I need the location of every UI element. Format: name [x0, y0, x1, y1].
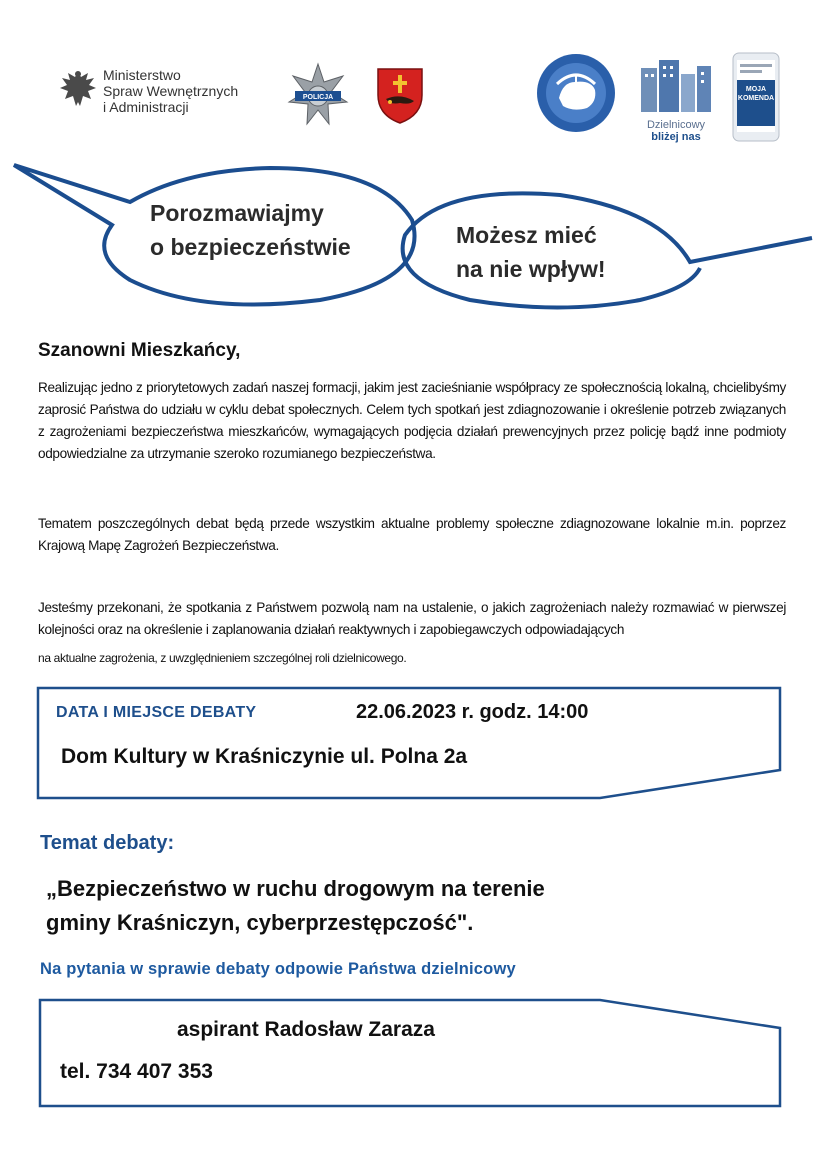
paragraph-3 — [38, 597, 786, 641]
app-label-line-2: KOMENDA — [737, 95, 775, 102]
topic-label: Temat debaty: — [40, 832, 175, 854]
topic-line-2: gminy Kraśniczyn, cyberprzestępczość". — [46, 910, 474, 935]
left-bubble-line-1: Porozmawiajmy — [150, 200, 324, 226]
ministry-line-1: Ministerstwo — [103, 67, 181, 83]
police-badge-label: POLICJA — [302, 94, 334, 101]
left-bubble-text — [150, 196, 351, 264]
right-bubble-line-2: na nie wpływ! — [456, 256, 606, 282]
paragraph-3-part-a: Jesteśmy przekonani, że spotkania z Państwem pozwolą nam na ustalenie, o jakich zagrożeniach należy rozmawiać w pierwszej kolejności oraz na określenie i zaplanowania działań reaktywnych i zapobiegawczych odpowiadających — [38, 600, 786, 637]
ministry-name — [103, 67, 238, 115]
topic-line-1: „Bezpieczeństwo w ruchu drogowym na terenie — [46, 876, 545, 901]
ministry-line-2: Spraw Wewnętrznych — [103, 83, 239, 99]
app-label-line-1: MOJA — [745, 86, 767, 93]
left-bubble-line-2: o bezpieczeństwie — [150, 234, 351, 260]
greeting: Szanowni Mieszkańcy, — [38, 340, 241, 361]
paragraph-2: Tematem poszczególnych debat będą przede wszystkim aktualne problemy społeczne zdiagnozowane lokalnie m.in. poprzez Krajową Mapę Zagrożeń Bezpieczeństwa. — [38, 516, 786, 553]
mswia-eagle-icon — [58, 68, 98, 112]
app-label — [732, 85, 780, 103]
officer-phone: tel. 734 407 353 — [60, 1060, 213, 1083]
kmzb-map-logo-icon — [535, 52, 617, 134]
moja-komenda-app-icon — [732, 52, 780, 142]
police-star-badge-icon — [285, 62, 351, 128]
debate-label: DATA I MIEJSCE DEBATY — [56, 704, 257, 721]
dzielnicowy-label — [637, 119, 715, 143]
dzielnicowy-line-2: bliżej nas — [651, 131, 701, 143]
right-bubble-text — [456, 218, 606, 286]
topic-text — [46, 872, 545, 940]
contact-info-frame — [0, 992, 832, 1122]
paragraph-1: Realizując jedno z priorytetowych zadań naszej formacji, jakim jest zacieśnianie współpracy ze społecznością lokalną, chcielibyśmy zaprosić Państwa do udziału w cyklu debat społecznych. Celem tych spotkań jest zdiagnozowanie i określenie potrzeb związanych z zagrożeniami bezpieczeństwa mieszkańców, wymagających podjęcia działań prewencyjnych przez policję bądź inne podmioty odpowiedzialne za utrzymanie szeroko rozumianego bezpieczeństwa. — [38, 380, 786, 461]
speech-bubbles-graphic — [0, 150, 832, 320]
dzielnicowy-line-1: Dzielnicowy — [646, 119, 706, 131]
right-bubble-line-1: Możesz mieć — [456, 222, 597, 248]
ministry-line-3: i Administracji — [103, 99, 189, 115]
officer-name: aspirant Radosław Zaraza — [177, 1018, 435, 1041]
debate-place: Dom Kultury w Kraśniczynie ul. Polna 2a — [61, 745, 468, 768]
coat-of-arms-icon — [374, 65, 426, 125]
contact-label: Na pytania w sprawie debaty odpowie Państwa dzielnicowy — [40, 960, 516, 978]
debate-datetime: 22.06.2023 r. godz. 14:00 — [356, 701, 589, 723]
paragraph-3-last-line: na aktualne zagrożenia, z uwzględnieniem szczególnej roli dzielnicowego. — [38, 651, 407, 665]
dzielnicowy-logo-icon — [637, 58, 715, 143]
